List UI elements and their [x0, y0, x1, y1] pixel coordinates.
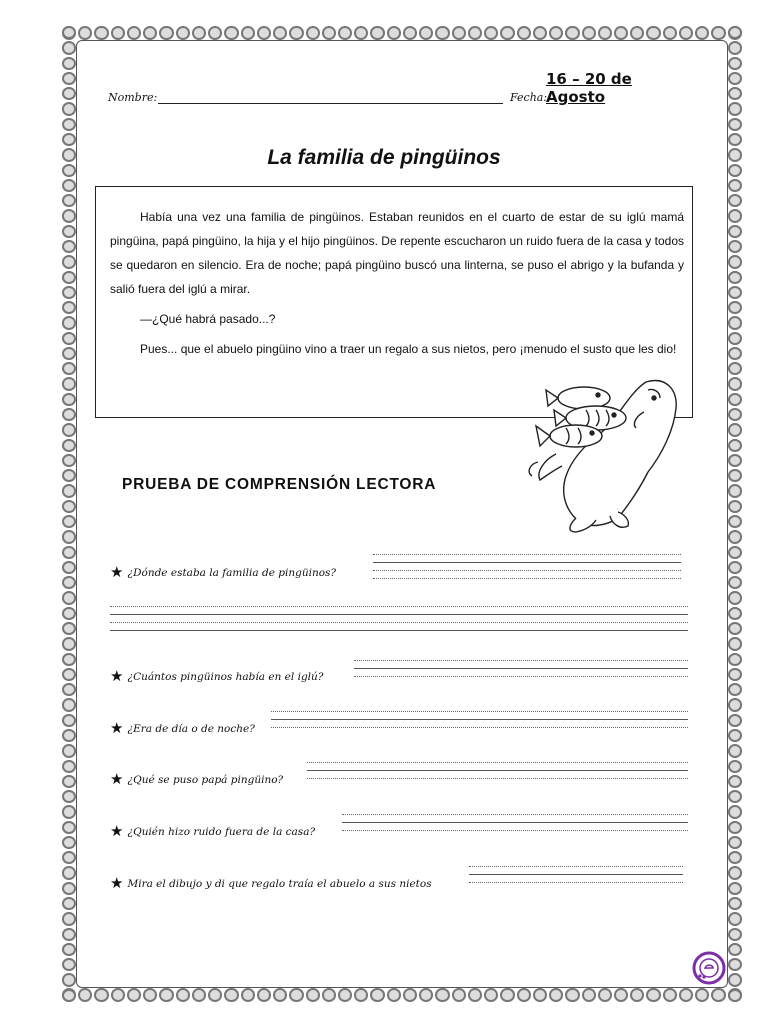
chain-link-icon	[728, 133, 742, 146]
chain-link-icon	[354, 26, 368, 40]
chain-link-icon	[159, 26, 173, 40]
chain-link-icon	[728, 790, 742, 803]
chain-link-icon	[728, 546, 742, 559]
chain-link-icon	[403, 988, 417, 1002]
chain-link-icon	[728, 255, 742, 268]
chain-link-icon	[419, 26, 433, 40]
question-text: Mira el dibujo y di que regalo traía el abuelo a sus nietos	[127, 878, 432, 890]
chain-link-icon	[728, 209, 742, 222]
chain-link-icon	[728, 332, 742, 345]
story-paragraph-1: Había una vez una familia de pingüinos. Estaban reunidos en el cuarto de estar de su iglú mamá pingüina, papá pingüino, la hija y el hijo pingüinos. De repente escucharon un ruido fuera de la casa y todos se quedaron en silencio. Era de noche; papá pingüino buscó una linterna, se puso el abrigo y la bufanda y salió fuera del iglú a mirar.	[110, 210, 684, 296]
chain-link-icon	[517, 26, 531, 40]
chain-link-icon	[306, 26, 320, 40]
chain-link-icon	[62, 423, 76, 436]
chain-link-icon	[94, 988, 108, 1002]
chain-link-icon	[728, 439, 742, 452]
chain-link-icon	[728, 775, 742, 788]
chain-link-icon	[728, 912, 742, 925]
chain-link-icon	[62, 530, 76, 543]
chain-link-icon	[728, 347, 742, 360]
chain-link-icon	[728, 760, 742, 773]
chain-link-icon	[728, 576, 742, 589]
publisher-logo-icon	[691, 950, 727, 986]
question-2	[110, 667, 323, 685]
chain-link-icon	[62, 591, 76, 604]
chain-link-icon	[62, 286, 76, 299]
chain-link-icon	[728, 469, 742, 482]
chain-link-icon	[728, 928, 742, 941]
chain-link-icon	[62, 561, 76, 574]
question-5	[110, 822, 315, 840]
chain-link-icon	[533, 26, 547, 40]
chain-link-icon	[452, 26, 466, 40]
chain-link-icon	[289, 26, 303, 40]
chain-link-icon	[62, 912, 76, 925]
answer-lines-1b[interactable]	[110, 606, 688, 638]
chain-link-icon	[62, 958, 76, 971]
chain-link-icon	[484, 988, 498, 1002]
chain-link-icon	[224, 26, 238, 40]
chain-link-icon	[728, 530, 742, 543]
name-field[interactable]	[158, 103, 503, 104]
chain-link-icon	[62, 118, 76, 131]
chain-link-icon	[728, 179, 742, 192]
chain-link-icon	[728, 423, 742, 436]
chain-border-bottom	[62, 988, 742, 1002]
chain-link-icon	[387, 26, 401, 40]
chain-link-icon	[646, 988, 660, 1002]
chain-link-icon	[452, 988, 466, 1002]
chain-link-icon	[62, 347, 76, 360]
chain-border-top	[62, 26, 742, 40]
chain-link-icon	[549, 988, 563, 1002]
chain-link-icon	[565, 988, 579, 1002]
chain-link-icon	[224, 988, 238, 1002]
chain-link-icon	[62, 194, 76, 207]
chain-link-icon	[62, 57, 76, 70]
chain-link-icon	[62, 225, 76, 238]
chain-link-icon	[728, 102, 742, 115]
star-icon: ★	[110, 770, 124, 788]
chain-link-icon	[257, 26, 271, 40]
chain-link-icon	[728, 561, 742, 574]
story-paragraph-2: —¿Qué habrá pasado...?	[140, 312, 276, 326]
page-title: La familia de pingüinos	[267, 146, 501, 169]
chain-link-icon	[62, 87, 76, 100]
chain-link-icon	[143, 26, 157, 40]
chain-link-icon	[62, 882, 76, 895]
chain-border-right	[728, 26, 742, 1002]
chain-link-icon	[94, 26, 108, 40]
chain-link-icon	[500, 988, 514, 1002]
chain-link-icon	[533, 988, 547, 1002]
chain-link-icon	[598, 26, 612, 40]
chain-link-icon	[62, 454, 76, 467]
chain-link-icon	[62, 316, 76, 329]
chain-link-icon	[62, 301, 76, 314]
chain-link-icon	[728, 851, 742, 864]
chain-link-icon	[728, 714, 742, 727]
chain-link-icon	[728, 653, 742, 666]
chain-link-icon	[630, 988, 644, 1002]
chain-link-icon	[62, 484, 76, 497]
chain-link-icon	[62, 760, 76, 773]
chain-link-icon	[728, 668, 742, 681]
question-text: ¿Dónde estaba la familia de pingüinos?	[127, 567, 337, 579]
chain-link-icon	[62, 683, 76, 696]
chain-link-icon	[273, 26, 287, 40]
chain-link-icon	[728, 57, 742, 70]
chain-link-icon	[111, 988, 125, 1002]
chain-link-icon	[728, 72, 742, 85]
chain-link-icon	[517, 988, 531, 1002]
chain-link-icon	[208, 26, 222, 40]
chain-link-icon	[614, 988, 628, 1002]
quiz-title: PRUEBA DE COMPRENSIÓN LECTORA	[122, 476, 437, 493]
chain-link-icon	[728, 882, 742, 895]
chain-link-icon	[728, 408, 742, 421]
chain-link-icon	[338, 26, 352, 40]
chain-link-icon	[695, 26, 709, 40]
chain-link-icon	[679, 988, 693, 1002]
chain-link-icon	[78, 26, 92, 40]
chain-link-icon	[728, 958, 742, 971]
question-text: ¿Qué se puso papá pingüino?	[127, 774, 284, 786]
chain-link-icon	[62, 377, 76, 390]
chain-link-icon	[62, 943, 76, 956]
chain-link-icon	[484, 26, 498, 40]
chain-link-icon	[78, 988, 92, 1002]
chain-link-icon	[176, 988, 190, 1002]
chain-link-icon	[62, 179, 76, 192]
chain-link-icon	[663, 988, 677, 1002]
chain-link-icon	[728, 225, 742, 238]
chain-link-icon	[565, 26, 579, 40]
chain-link-icon	[127, 26, 141, 40]
name-label: Nombre:	[108, 91, 158, 104]
chain-link-icon	[143, 988, 157, 1002]
chain-link-icon	[62, 729, 76, 742]
chain-link-icon	[62, 209, 76, 222]
chain-link-icon	[728, 240, 742, 253]
star-icon: ★	[110, 563, 124, 581]
chain-link-icon	[695, 988, 709, 1002]
chain-link-icon	[62, 439, 76, 452]
chain-link-icon	[62, 362, 76, 375]
chain-link-icon	[614, 26, 628, 40]
chain-link-icon	[62, 973, 76, 986]
chain-link-icon	[728, 500, 742, 513]
chain-link-icon	[62, 576, 76, 589]
chain-link-icon	[728, 591, 742, 604]
chain-link-icon	[728, 484, 742, 497]
chain-link-icon	[289, 988, 303, 1002]
chain-link-icon	[62, 240, 76, 253]
story-paragraph-3: Pues... que el abuelo pingüino vino a traer un regalo a sus nietos, pero ¡menudo el susto que les dio!	[140, 342, 677, 356]
chain-link-icon	[679, 26, 693, 40]
chain-link-icon	[728, 683, 742, 696]
chain-link-icon	[127, 988, 141, 1002]
question-text: ¿Era de día o de noche?	[127, 723, 255, 735]
chain-link-icon	[728, 607, 742, 620]
chain-link-icon	[728, 805, 742, 818]
chain-link-icon	[728, 622, 742, 635]
chain-link-icon	[241, 26, 255, 40]
chain-link-icon	[728, 698, 742, 711]
chain-link-icon	[370, 988, 384, 1002]
chain-link-icon	[62, 332, 76, 345]
chain-link-icon	[62, 790, 76, 803]
chain-link-icon	[62, 408, 76, 421]
star-icon: ★	[110, 667, 124, 685]
chain-link-icon	[62, 744, 76, 757]
chain-link-icon	[630, 26, 644, 40]
chain-link-icon	[582, 988, 596, 1002]
penguin-with-fish-illustration	[526, 368, 692, 544]
chain-link-icon	[728, 118, 742, 131]
chain-link-icon	[176, 26, 190, 40]
chain-link-icon	[159, 988, 173, 1002]
chain-link-icon	[62, 515, 76, 528]
chain-link-icon	[241, 988, 255, 1002]
chain-link-icon	[728, 194, 742, 207]
star-icon: ★	[110, 719, 124, 737]
chain-link-icon	[62, 622, 76, 635]
chain-link-icon	[435, 988, 449, 1002]
chain-link-icon	[208, 988, 222, 1002]
answer-lines-2[interactable]	[354, 660, 688, 684]
answer-lines-5[interactable]	[342, 814, 688, 838]
chain-link-icon	[62, 714, 76, 727]
chain-link-icon	[728, 316, 742, 329]
chain-link-icon	[62, 928, 76, 941]
chain-link-icon	[62, 698, 76, 711]
chain-link-icon	[62, 668, 76, 681]
chain-link-icon	[468, 26, 482, 40]
chain-link-icon	[646, 26, 660, 40]
chain-link-icon	[62, 255, 76, 268]
chain-link-icon	[62, 653, 76, 666]
chain-link-icon	[338, 988, 352, 1002]
chain-link-icon	[62, 41, 76, 54]
question-1	[110, 563, 336, 581]
chain-link-icon	[257, 988, 271, 1002]
chain-link-icon	[62, 836, 76, 849]
chain-link-icon	[62, 546, 76, 559]
chain-link-icon	[62, 637, 76, 650]
star-icon: ★	[110, 822, 124, 840]
chain-link-icon	[663, 26, 677, 40]
answer-lines-6[interactable]	[469, 866, 683, 890]
answer-lines-1[interactable]	[373, 554, 681, 586]
chain-link-icon	[728, 989, 742, 1002]
chain-link-icon	[62, 775, 76, 788]
chain-link-icon	[711, 988, 725, 1002]
chain-link-icon	[62, 393, 76, 406]
question-3	[110, 719, 255, 737]
chain-link-icon	[62, 72, 76, 85]
date-value: 16 – 20 de Agosto	[546, 70, 632, 106]
chain-link-icon	[728, 393, 742, 406]
chain-link-icon	[192, 988, 206, 1002]
chain-link-icon	[306, 988, 320, 1002]
chain-link-icon	[419, 988, 433, 1002]
chain-link-icon	[711, 26, 725, 40]
question-4	[110, 770, 283, 788]
chain-link-icon	[62, 989, 76, 1002]
chain-link-icon	[728, 454, 742, 467]
chain-link-icon	[62, 821, 76, 834]
chain-link-icon	[728, 87, 742, 100]
chain-link-icon	[273, 988, 287, 1002]
chain-link-icon	[728, 973, 742, 986]
chain-link-icon	[62, 469, 76, 482]
chain-link-icon	[62, 102, 76, 115]
chain-link-icon	[62, 500, 76, 513]
chain-link-icon	[598, 988, 612, 1002]
chain-link-icon	[62, 851, 76, 864]
chain-link-icon	[322, 26, 336, 40]
chain-link-icon	[500, 26, 514, 40]
chain-link-icon	[549, 26, 563, 40]
chain-link-icon	[62, 805, 76, 818]
chain-link-icon	[728, 729, 742, 742]
answer-lines-4[interactable]	[307, 762, 688, 786]
chain-link-icon	[62, 897, 76, 910]
question-text: ¿Quién hizo ruido fuera de la casa?	[127, 826, 316, 838]
chain-link-icon	[370, 26, 384, 40]
chain-link-icon	[728, 286, 742, 299]
chain-link-icon	[62, 26, 76, 39]
chain-link-icon	[728, 866, 742, 879]
chain-link-icon	[728, 637, 742, 650]
chain-link-icon	[192, 26, 206, 40]
chain-link-icon	[62, 271, 76, 284]
chain-link-icon	[728, 301, 742, 314]
chain-link-icon	[728, 943, 742, 956]
chain-link-icon	[728, 362, 742, 375]
chain-link-icon	[728, 821, 742, 834]
chain-link-icon	[468, 988, 482, 1002]
chain-link-icon	[62, 866, 76, 879]
chain-link-icon	[403, 26, 417, 40]
question-6	[110, 874, 432, 892]
chain-link-icon	[728, 26, 742, 39]
chain-link-icon	[322, 988, 336, 1002]
chain-link-icon	[728, 271, 742, 284]
chain-link-icon	[582, 26, 596, 40]
chain-border-left	[62, 26, 76, 1002]
chain-link-icon	[387, 988, 401, 1002]
chain-link-icon	[62, 607, 76, 620]
chain-link-icon	[354, 988, 368, 1002]
chain-link-icon	[728, 744, 742, 757]
chain-link-icon	[728, 515, 742, 528]
chain-link-icon	[111, 26, 125, 40]
date-label: Fecha:	[510, 91, 548, 104]
question-text: ¿Cuántos pingüinos había en el iglú?	[127, 671, 324, 683]
star-icon: ★	[110, 874, 124, 892]
answer-lines-3[interactable]	[271, 711, 688, 735]
chain-link-icon	[728, 897, 742, 910]
chain-link-icon	[728, 836, 742, 849]
chain-link-icon	[62, 133, 76, 146]
chain-link-icon	[728, 377, 742, 390]
chain-link-icon	[728, 41, 742, 54]
chain-link-icon	[435, 26, 449, 40]
worksheet-header	[108, 70, 692, 108]
